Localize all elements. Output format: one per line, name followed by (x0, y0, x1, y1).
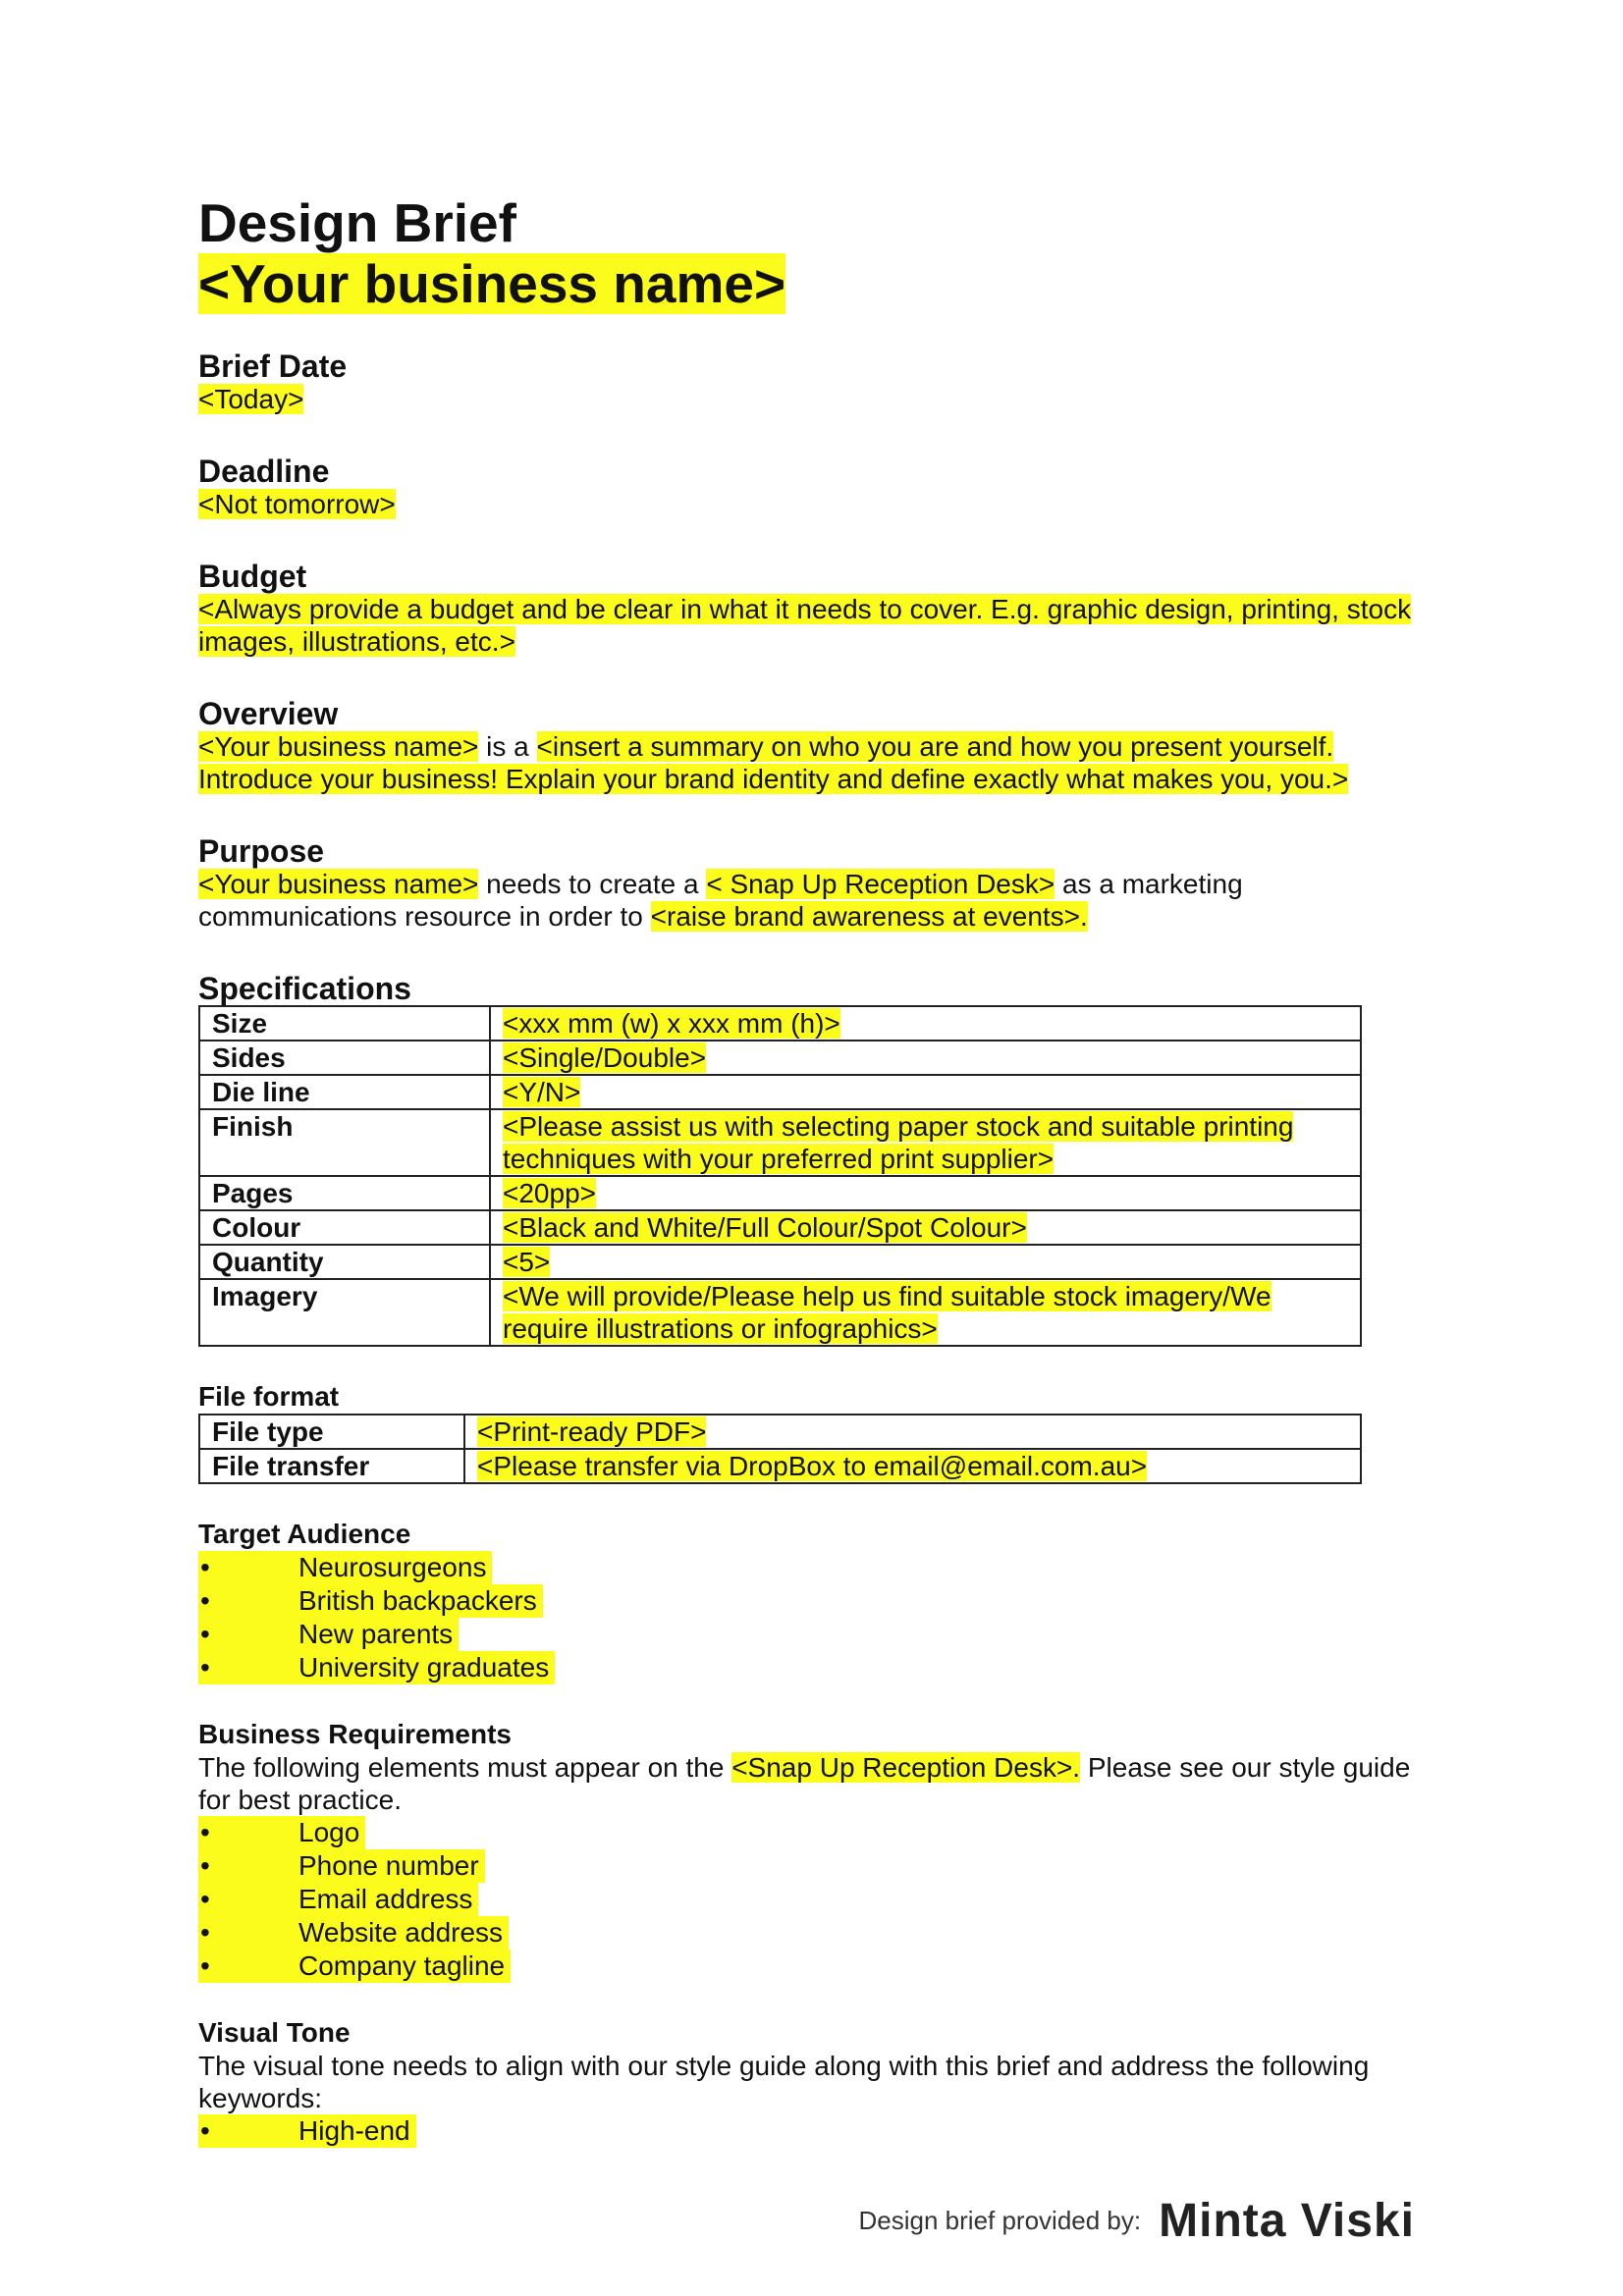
specifications-key: Imagery (199, 1279, 490, 1346)
list-item (198, 1584, 543, 1618)
specifications-value-cell (490, 1245, 1361, 1279)
list-item-text: High-end (298, 2115, 410, 2146)
deadline-section (198, 454, 1416, 520)
list-item-text: British backpackers (298, 1585, 537, 1616)
specifications-value-cell (490, 1075, 1361, 1109)
purpose-goal: <raise brand awareness at events>. (650, 901, 1088, 932)
file-format-value: <Print-ready PDF> (477, 1416, 707, 1447)
overview-summary: <insert a summary on who you are and how you present yourself. Introduce your business! Explain your brand identity and define exactly what makes you, you.> (198, 731, 1349, 794)
specifications-row (199, 1109, 1361, 1176)
specifications-key: Die line (199, 1075, 490, 1109)
list-item-text: Neurosurgeons (298, 1552, 487, 1582)
specifications-value: <We will provide/Please help us find suitable stock imagery/We require illustrations or infographics> (503, 1281, 1271, 1344)
specifications-value: <Single/Double> (503, 1042, 707, 1073)
specifications-row (199, 1279, 1361, 1346)
target-audience-list (198, 1551, 1416, 1684)
list-item (198, 1849, 485, 1883)
purpose-text-1: needs to create a (478, 869, 707, 899)
specifications-value: <xxx mm (w) x xxx mm (h)> (503, 1008, 840, 1039)
list-item (198, 1916, 509, 1949)
file-format-section (198, 1380, 1416, 1484)
specifications-value: <20pp> (503, 1178, 596, 1208)
purpose-item: < Snap Up Reception Desk> (706, 869, 1055, 899)
business-requirements-label: Business Requirements (198, 1719, 512, 1749)
list-item-text: Email address (298, 1884, 473, 1914)
list-item-text: New parents (298, 1619, 454, 1649)
business-name-heading: <Your business name> (198, 253, 786, 314)
file-format-value-cell (464, 1449, 1361, 1483)
bullet-icon: • (200, 1585, 210, 1616)
budget-section (198, 560, 1416, 658)
specifications-value-cell (490, 1041, 1361, 1075)
specifications-key: Colour (199, 1210, 490, 1245)
visual-tone-list (198, 2114, 1416, 2148)
purpose-label: Purpose (198, 833, 325, 869)
deadline-label: Deadline (198, 454, 330, 489)
specifications-row (199, 1210, 1361, 1245)
specifications-value-cell (490, 1006, 1361, 1041)
file-format-key: File transfer (199, 1449, 464, 1483)
specifications-section (198, 972, 1416, 1347)
list-item (198, 1618, 459, 1651)
business-requirements-section (198, 1718, 1416, 1983)
visual-tone-text: The visual tone needs to align with our style guide along with this brief and address the following keywords: (198, 2051, 1370, 2113)
specifications-value-cell (490, 1210, 1361, 1245)
list-item-text: Company tagline (298, 1950, 506, 1981)
brief-date-section (198, 349, 1416, 415)
target-audience-section (198, 1518, 1416, 1684)
specifications-row (199, 1006, 1361, 1041)
visual-tone-label: Visual Tone (198, 2017, 351, 2048)
business-requirements-text-1: The following elements must appear on the (198, 1752, 732, 1783)
specifications-key: Pages (199, 1176, 490, 1210)
budget-label: Budget (198, 559, 307, 594)
business-requirements-item: <Snap Up Reception Desk>. (731, 1752, 1081, 1783)
list-item (198, 1651, 555, 1684)
overview-connector: is a (478, 731, 537, 762)
list-item (198, 1816, 365, 1849)
brand-logo: Minta Viski (1159, 2195, 1415, 2247)
specifications-value: <Black and White/Full Colour/Spot Colour> (503, 1212, 1027, 1243)
list-item-text: Phone number (298, 1850, 479, 1881)
file-format-value-cell (464, 1415, 1361, 1449)
deadline-value: <Not tomorrow> (198, 489, 396, 519)
bullet-icon: • (200, 1950, 210, 1981)
list-item-text: Website address (298, 1917, 504, 1948)
business-requirements-list (198, 1816, 1416, 1983)
overview-section (198, 697, 1416, 795)
list-item (198, 1949, 511, 1983)
target-audience-label: Target Audience (198, 1519, 411, 1549)
specifications-row (199, 1075, 1361, 1109)
brief-date-value: <Today> (198, 384, 304, 414)
business-requirements-text-2: Please see our style guide for best practice. (198, 1752, 1411, 1815)
bullet-icon: • (200, 1917, 210, 1948)
bullet-icon: • (200, 1652, 210, 1682)
file-format-key: File type (199, 1415, 464, 1449)
list-item-text: University graduates (298, 1652, 550, 1682)
specifications-row (199, 1245, 1361, 1279)
list-item (198, 1551, 492, 1584)
overview-label: Overview (198, 696, 339, 731)
page-title: Design Brief (198, 192, 516, 253)
specifications-table (198, 1005, 1362, 1347)
specifications-key: Quantity (199, 1245, 490, 1279)
list-item (198, 2114, 416, 2148)
specifications-value: <Please assist us with selecting paper stock and suitable printing techniques with your preferred print supplier> (503, 1111, 1294, 1174)
file-format-row (199, 1415, 1361, 1449)
budget-value: <Always provide a budget and be clear in what it needs to cover. E.g. graphic design, printing, stock images, illustrations, etc.> (198, 594, 1412, 657)
bullet-icon: • (200, 1552, 210, 1582)
bullet-icon: • (200, 1619, 210, 1649)
brief-date-label: Brief Date (198, 348, 348, 384)
file-format-row (199, 1449, 1361, 1483)
file-format-label: File format (198, 1381, 340, 1412)
bullet-icon: • (200, 2115, 210, 2146)
purpose-section (198, 834, 1416, 933)
overview-business-name: <Your business name> (198, 731, 479, 762)
visual-tone-section (198, 2016, 1416, 2148)
bullet-icon: • (200, 1884, 210, 1914)
specifications-value-cell (490, 1109, 1361, 1176)
specifications-label: Specifications (198, 971, 411, 1006)
list-item-text: Logo (298, 1817, 360, 1847)
specifications-row (199, 1041, 1361, 1075)
bullet-icon: • (200, 1817, 210, 1847)
file-format-table (198, 1414, 1362, 1484)
purpose-text-2: as a marketing communications resource in order to (198, 869, 1243, 932)
specifications-key: Sides (199, 1041, 490, 1075)
list-item (198, 1883, 478, 1916)
specifications-value: <5> (503, 1247, 551, 1277)
specifications-value-cell (490, 1279, 1361, 1346)
file-format-value: <Please transfer via DropBox to email@email.com.au> (477, 1451, 1148, 1481)
footer-label: Design brief provided by: (858, 2206, 1142, 2235)
specifications-key: Size (199, 1006, 490, 1041)
specifications-key: Finish (199, 1109, 490, 1176)
specifications-row (199, 1176, 1361, 1210)
specifications-value-cell (490, 1176, 1361, 1210)
specifications-value: <Y/N> (503, 1077, 581, 1107)
purpose-business-name: <Your business name> (198, 869, 479, 899)
bullet-icon: • (200, 1850, 210, 1881)
footer (859, 2194, 1415, 2248)
